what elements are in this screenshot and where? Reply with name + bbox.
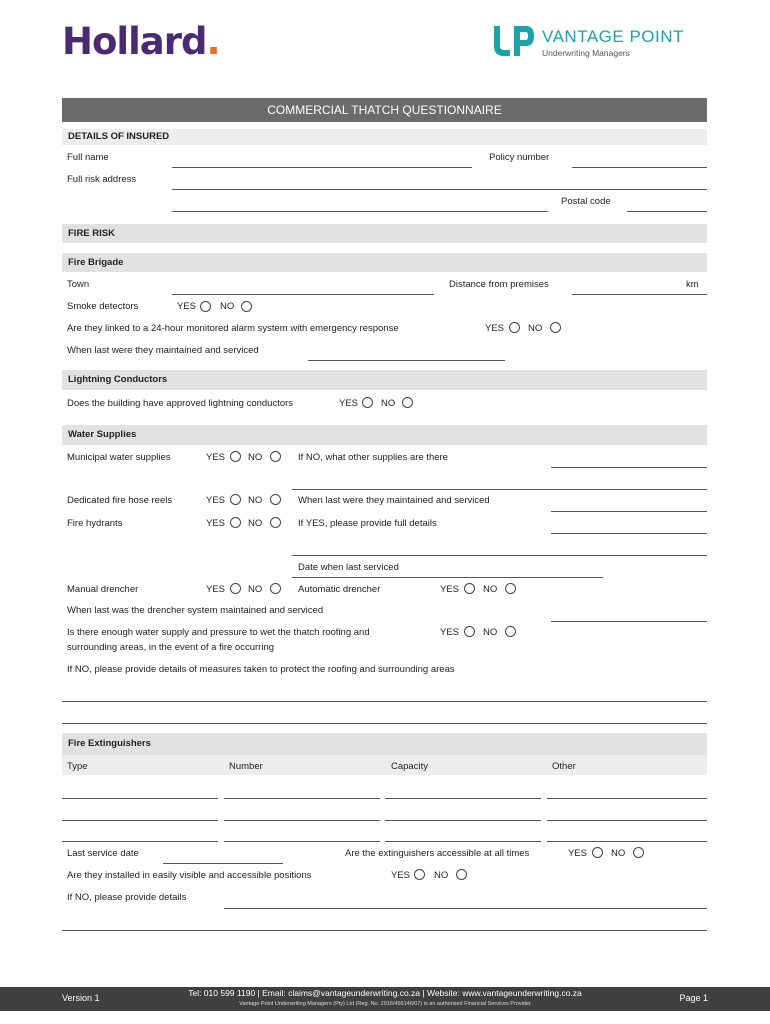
- lightning-no-radio[interactable]: [402, 397, 413, 408]
- vantage-point-logo: [492, 24, 712, 64]
- measures-field-2[interactable]: [62, 723, 707, 724]
- lightning-no-label: NO: [381, 398, 396, 409]
- footer: [0, 987, 770, 1011]
- hydrants-yes-radio[interactable]: [230, 517, 241, 528]
- manual-yes-label: YES: [206, 584, 226, 595]
- linked-yes-label: YES: [485, 323, 505, 334]
- ext-details-field-2[interactable]: [62, 930, 707, 931]
- auto-yes-radio[interactable]: [464, 583, 475, 594]
- manual-drencher-label: Manual drencher: [67, 584, 139, 595]
- hose-yes-radio[interactable]: [230, 494, 241, 505]
- accessible-label: Are the extinguishers accessible at all times: [345, 848, 530, 859]
- date-serviced-field[interactable]: [292, 577, 603, 578]
- hollard-logo-text: Hollard: [62, 20, 207, 63]
- section-header-insured: DETAILS OF INSURED: [62, 129, 707, 145]
- lightning-yes-label: YES: [339, 398, 359, 409]
- last-service-field[interactable]: [163, 863, 283, 864]
- linked-no-label: NO: [528, 323, 543, 334]
- hydrants-details-label: If YES, please provide full details: [298, 518, 437, 529]
- footer-legal: Vantage Point Underwriting Managers (Pty) Ltd (Reg. No. 2016/456146/07) is an authorised Financial Services Provider: [239, 1001, 531, 1007]
- auto-drencher-label: Automatic drencher: [298, 584, 381, 595]
- enough-no-label: NO: [483, 627, 498, 638]
- auto-no-label: NO: [483, 584, 498, 595]
- page-title: COMMERCIAL THATCH QUESTIONNAIRE: [62, 98, 707, 122]
- detectors-maintained-label: When last were they maintained and serviced: [67, 345, 259, 356]
- smoke-no-radio[interactable]: [241, 301, 252, 312]
- ext-details-label: If NO, please provide details: [67, 892, 187, 903]
- visible-yes-radio[interactable]: [414, 869, 425, 880]
- hose-no-label: NO: [248, 495, 263, 506]
- risk-address-field-2[interactable]: [172, 211, 548, 212]
- other-supplies-field-1[interactable]: [551, 467, 707, 468]
- accessible-no-radio[interactable]: [633, 847, 644, 858]
- policy-number-field[interactable]: [572, 167, 707, 168]
- other-supplies-label: If NO, what other supplies are there: [298, 452, 448, 463]
- ext-row3-capacity[interactable]: [385, 841, 541, 842]
- column-number: Number: [229, 761, 263, 772]
- hydrants-no-radio[interactable]: [270, 517, 281, 528]
- hose-yes-label: YES: [206, 495, 226, 506]
- distance-label: Distance from premises: [449, 279, 549, 290]
- drencher-maintained-field[interactable]: [551, 621, 707, 622]
- municipal-label: Municipal water supplies: [67, 452, 171, 463]
- visible-yes-label: YES: [391, 870, 411, 881]
- hose-maintained-label: When last were they maintained and serviced: [298, 495, 490, 506]
- ext-row2-capacity[interactable]: [385, 820, 541, 821]
- manual-no-radio[interactable]: [270, 583, 281, 594]
- ext-row2-other[interactable]: [547, 820, 707, 821]
- column-type: Type: [67, 761, 88, 772]
- municipal-no-radio[interactable]: [270, 451, 281, 462]
- hydrants-details-field-2[interactable]: [292, 555, 707, 556]
- enough-yes-label: YES: [440, 627, 460, 638]
- hydrants-no-label: NO: [248, 518, 263, 529]
- footer-page: Page 1: [679, 993, 708, 1003]
- smoke-yes-label: YES: [177, 301, 197, 312]
- municipal-yes-radio[interactable]: [230, 451, 241, 462]
- full-name-field[interactable]: [172, 167, 472, 168]
- detectors-maintained-field[interactable]: [308, 360, 505, 361]
- full-risk-address-label: Full risk address: [67, 174, 137, 185]
- postal-code-field[interactable]: [627, 211, 707, 212]
- postal-code-label: Postal code: [561, 196, 611, 207]
- section-header-water: Water Supplies: [62, 425, 707, 445]
- hose-no-radio[interactable]: [270, 494, 281, 505]
- enough-yes-radio[interactable]: [464, 626, 475, 637]
- footer-version: Version 1: [62, 993, 100, 1003]
- visible-label: Are they installed in easily visible and accessible positions: [67, 870, 312, 881]
- municipal-no-label: NO: [248, 452, 263, 463]
- linked-no-radio[interactable]: [550, 322, 561, 333]
- extinguisher-table-header: [62, 755, 707, 775]
- section-header-fire-brigade: Fire Brigade: [62, 253, 707, 272]
- full-name-label: Full name: [67, 152, 109, 163]
- drencher-maintained-label: When last was the drencher system maintained and serviced: [67, 605, 324, 616]
- other-supplies-field-2[interactable]: [292, 489, 707, 490]
- accessible-yes-radio[interactable]: [592, 847, 603, 858]
- hollard-dot-icon: .: [206, 20, 220, 63]
- section-header-lightning: Lightning Conductors: [62, 370, 707, 390]
- enough-water-label-2: surrounding areas, in the event of a fire occurring: [67, 642, 275, 653]
- hollard-logo: [62, 20, 220, 64]
- hose-maintained-field[interactable]: [551, 511, 707, 512]
- lightning-question-label: Does the building have approved lightning conductors: [67, 398, 294, 409]
- hydrants-details-field-1[interactable]: [551, 533, 707, 534]
- enough-no-radio[interactable]: [505, 626, 516, 637]
- risk-address-field-1[interactable]: [172, 189, 707, 190]
- hydrants-label: Fire hydrants: [67, 518, 123, 529]
- ext-details-field-1[interactable]: [224, 908, 707, 909]
- ext-row1-capacity[interactable]: [385, 798, 541, 799]
- hydrants-yes-label: YES: [206, 518, 226, 529]
- visible-no-label: NO: [434, 870, 449, 881]
- date-serviced-label: Date when last serviced: [298, 562, 399, 573]
- manual-yes-radio[interactable]: [230, 583, 241, 594]
- section-header-extinguishers: Fire Extinguishers: [62, 733, 707, 755]
- ext-row1-number[interactable]: [224, 798, 380, 799]
- ext-row2-type[interactable]: [62, 820, 218, 821]
- smoke-no-label: NO: [220, 301, 235, 312]
- town-label: Town: [67, 279, 90, 290]
- ext-row3-other[interactable]: [547, 841, 707, 842]
- vantage-point-subtitle: Underwriting Managers: [542, 48, 630, 58]
- linked-alarm-label: Are they linked to a 24-hour monitored alarm system with emergency response: [67, 323, 399, 334]
- ext-row1-type[interactable]: [62, 798, 218, 799]
- ext-row3-number[interactable]: [224, 841, 380, 842]
- hose-reels-label: Dedicated fire hose reels: [67, 495, 173, 506]
- policy-number-label: Policy number: [489, 152, 550, 163]
- vantage-point-mark-icon: [492, 24, 536, 60]
- auto-yes-label: YES: [440, 584, 460, 595]
- lightning-yes-radio[interactable]: [362, 397, 373, 408]
- section-header-fire-risk: FIRE RISK: [62, 224, 707, 243]
- ext-row1-other[interactable]: [547, 798, 707, 799]
- column-other: Other: [552, 761, 576, 772]
- municipal-yes-label: YES: [206, 452, 226, 463]
- visible-no-radio[interactable]: [456, 869, 467, 880]
- ext-row2-number[interactable]: [224, 820, 380, 821]
- enough-water-label-1: Is there enough water supply and pressure to wet the thatch roofing and: [67, 627, 370, 638]
- ext-row3-type[interactable]: [62, 841, 218, 842]
- smoke-yes-radio[interactable]: [200, 301, 211, 312]
- linked-yes-radio[interactable]: [509, 322, 520, 333]
- last-service-label: Last service date: [67, 848, 139, 859]
- auto-no-radio[interactable]: [505, 583, 516, 594]
- km-label: km: [686, 279, 699, 290]
- measures-label: If NO, please provide details of measures taken to protect the roofing and surrounding areas: [67, 664, 455, 675]
- distance-field[interactable]: [572, 294, 707, 295]
- accessible-yes-label: YES: [568, 848, 588, 859]
- town-field[interactable]: [172, 294, 434, 295]
- measures-field-1[interactable]: [62, 701, 707, 702]
- column-capacity: Capacity: [391, 761, 428, 772]
- smoke-detectors-label: Smoke detectors: [67, 301, 139, 312]
- accessible-no-label: NO: [611, 848, 626, 859]
- vantage-point-title: VANTAGE POINT: [542, 27, 684, 46]
- manual-no-label: NO: [248, 584, 263, 595]
- footer-contact: Tel: 010 599 1190 | Email: claims@vantageunderwriting.co.za | Website: www.vantageunderwriting.co.za: [188, 988, 582, 998]
